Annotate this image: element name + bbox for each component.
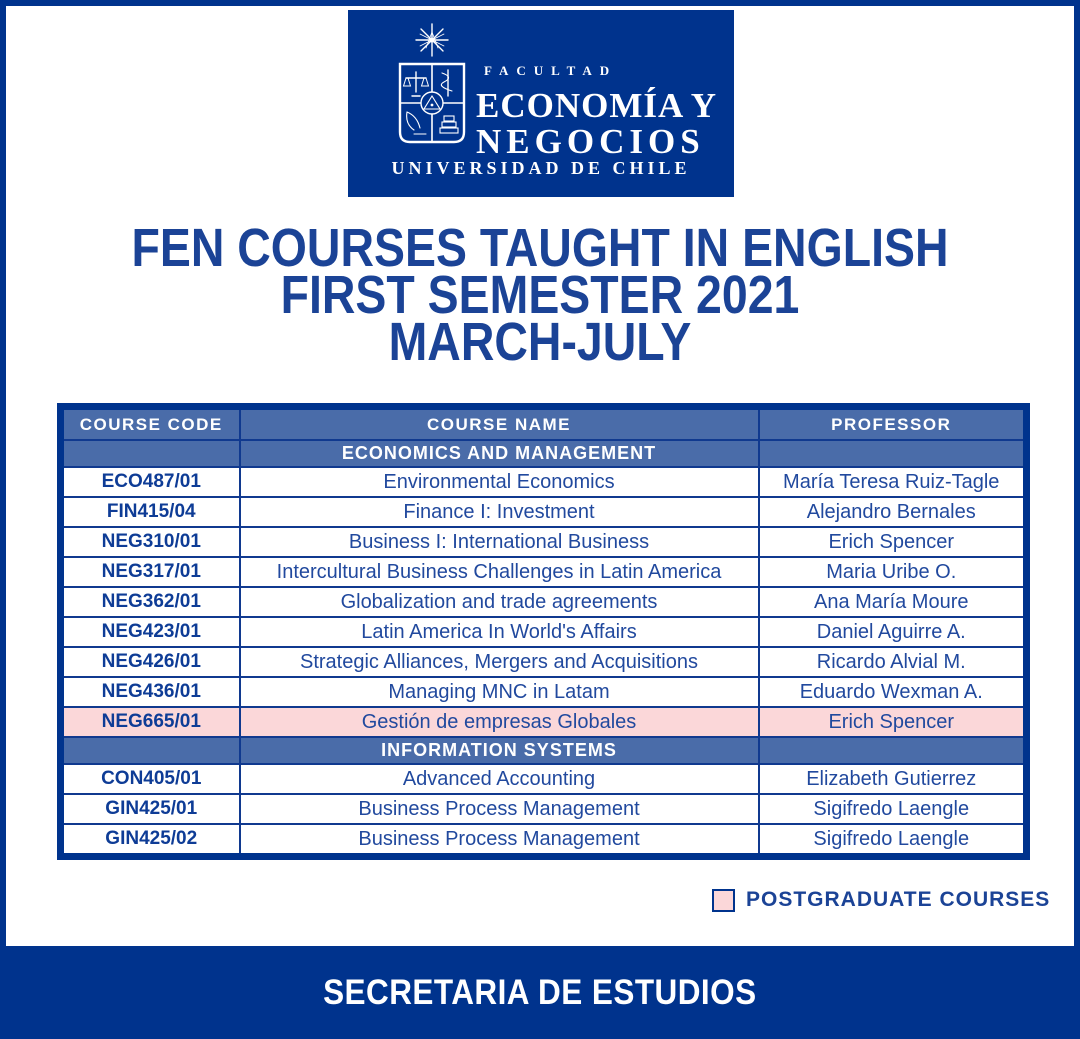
professor-cell: Sigifredo Laengle	[759, 794, 1027, 824]
section-row	[61, 737, 1027, 764]
course-name-cell: Business Process Management	[240, 794, 759, 824]
professor-cell: Ricardo Alvial M.	[759, 647, 1027, 677]
university-logo	[348, 10, 734, 197]
section-row	[61, 440, 1027, 467]
course-code-cell: GIN425/02	[61, 824, 240, 857]
course-name-cell: Business I: International Business	[240, 527, 759, 557]
course-code-cell: FIN415/04	[61, 497, 240, 527]
professor-cell: Erich Spencer	[759, 527, 1027, 557]
course-code-cell: NEG423/01	[61, 617, 240, 647]
course-row	[61, 794, 1027, 824]
section-label-cell: INFORMATION SYSTEMS	[240, 737, 759, 764]
professor-cell: Daniel Aguirre A.	[759, 617, 1027, 647]
course-code-cell: GIN425/01	[61, 794, 240, 824]
header-professor: PROFESSOR	[759, 407, 1027, 441]
logo-name-line1: ECONOMÍA Y	[476, 86, 718, 125]
course-code-cell: NEG310/01	[61, 527, 240, 557]
course-row	[61, 557, 1027, 587]
course-name-cell: Managing MNC in Latam	[240, 677, 759, 707]
course-code-cell: NEG665/01	[61, 707, 240, 737]
course-name-cell: Environmental Economics	[240, 467, 759, 497]
section-label-cell: ECONOMICS AND MANAGEMENT	[240, 440, 759, 467]
professor-cell: Elizabeth Gutierrez	[759, 764, 1027, 794]
section-empty-cell	[61, 440, 240, 467]
course-code-cell: ECO487/01	[61, 467, 240, 497]
logo-university-name: UNIVERSIDAD DE CHILE	[391, 158, 691, 178]
courses-table	[57, 403, 1030, 860]
professor-cell: Eduardo Wexman A.	[759, 677, 1027, 707]
professor-cell: Erich Spencer	[759, 707, 1027, 737]
footer-bar	[0, 946, 1080, 1039]
title-line-1: FEN COURSES TAUGHT IN ENGLISH	[131, 218, 949, 278]
header-course-code: COURSE CODE	[61, 407, 240, 441]
header-course-name: COURSE NAME	[240, 407, 759, 441]
table-header-row	[61, 407, 1027, 441]
shield-icon	[400, 64, 464, 142]
section-empty-cell	[759, 737, 1027, 764]
course-name-cell: Latin America In World's Affairs	[240, 617, 759, 647]
course-name-cell: Finance I: Investment	[240, 497, 759, 527]
page-title	[81, 218, 999, 372]
course-code-cell: NEG317/01	[61, 557, 240, 587]
professor-cell: Sigifredo Laengle	[759, 824, 1027, 857]
course-name-cell: Globalization and trade agreements	[240, 587, 759, 617]
course-row	[61, 467, 1027, 497]
course-row	[61, 647, 1027, 677]
course-row	[61, 707, 1027, 737]
title-line-3: MARCH-JULY	[388, 312, 692, 372]
legend-label: POSTGRADUATE COURSES	[746, 888, 1051, 911]
professor-cell: Ana María Moure	[759, 587, 1027, 617]
postgraduate-color-swatch-icon	[712, 889, 735, 912]
star-icon	[416, 24, 448, 56]
course-code-cell: NEG362/01	[61, 587, 240, 617]
course-row	[61, 527, 1027, 557]
footer-text: SECRETARIA DE ESTUDIOS	[323, 972, 757, 1012]
course-name-cell: Gestión de empresas Globales	[240, 707, 759, 737]
course-code-cell: CON405/01	[61, 764, 240, 794]
professor-cell: María Teresa Ruiz-Tagle	[759, 467, 1027, 497]
professor-cell: Alejandro Bernales	[759, 497, 1027, 527]
title-line-2: FIRST SEMESTER 2021	[280, 265, 800, 325]
course-row	[61, 824, 1027, 857]
section-empty-cell	[61, 737, 240, 764]
course-row	[61, 497, 1027, 527]
course-code-cell: NEG426/01	[61, 647, 240, 677]
course-row	[61, 764, 1027, 794]
course-name-cell: Strategic Alliances, Mergers and Acquisitions	[240, 647, 759, 677]
course-code-cell: NEG436/01	[61, 677, 240, 707]
course-name-cell: Business Process Management	[240, 824, 759, 857]
courses-table-body	[61, 440, 1027, 857]
university-crest-icon	[372, 20, 492, 160]
course-row	[61, 617, 1027, 647]
course-row	[61, 677, 1027, 707]
section-empty-cell	[759, 440, 1027, 467]
course-name-cell: Advanced Accounting	[240, 764, 759, 794]
professor-cell: Maria Uribe O.	[759, 557, 1027, 587]
course-row	[61, 587, 1027, 617]
logo-name-line2: NEGOCIOS	[476, 122, 705, 161]
logo-faculty-word: FACULTAD	[484, 63, 618, 78]
course-name-cell: Intercultural Business Challenges in Latin America	[240, 557, 759, 587]
legend	[712, 888, 1050, 912]
